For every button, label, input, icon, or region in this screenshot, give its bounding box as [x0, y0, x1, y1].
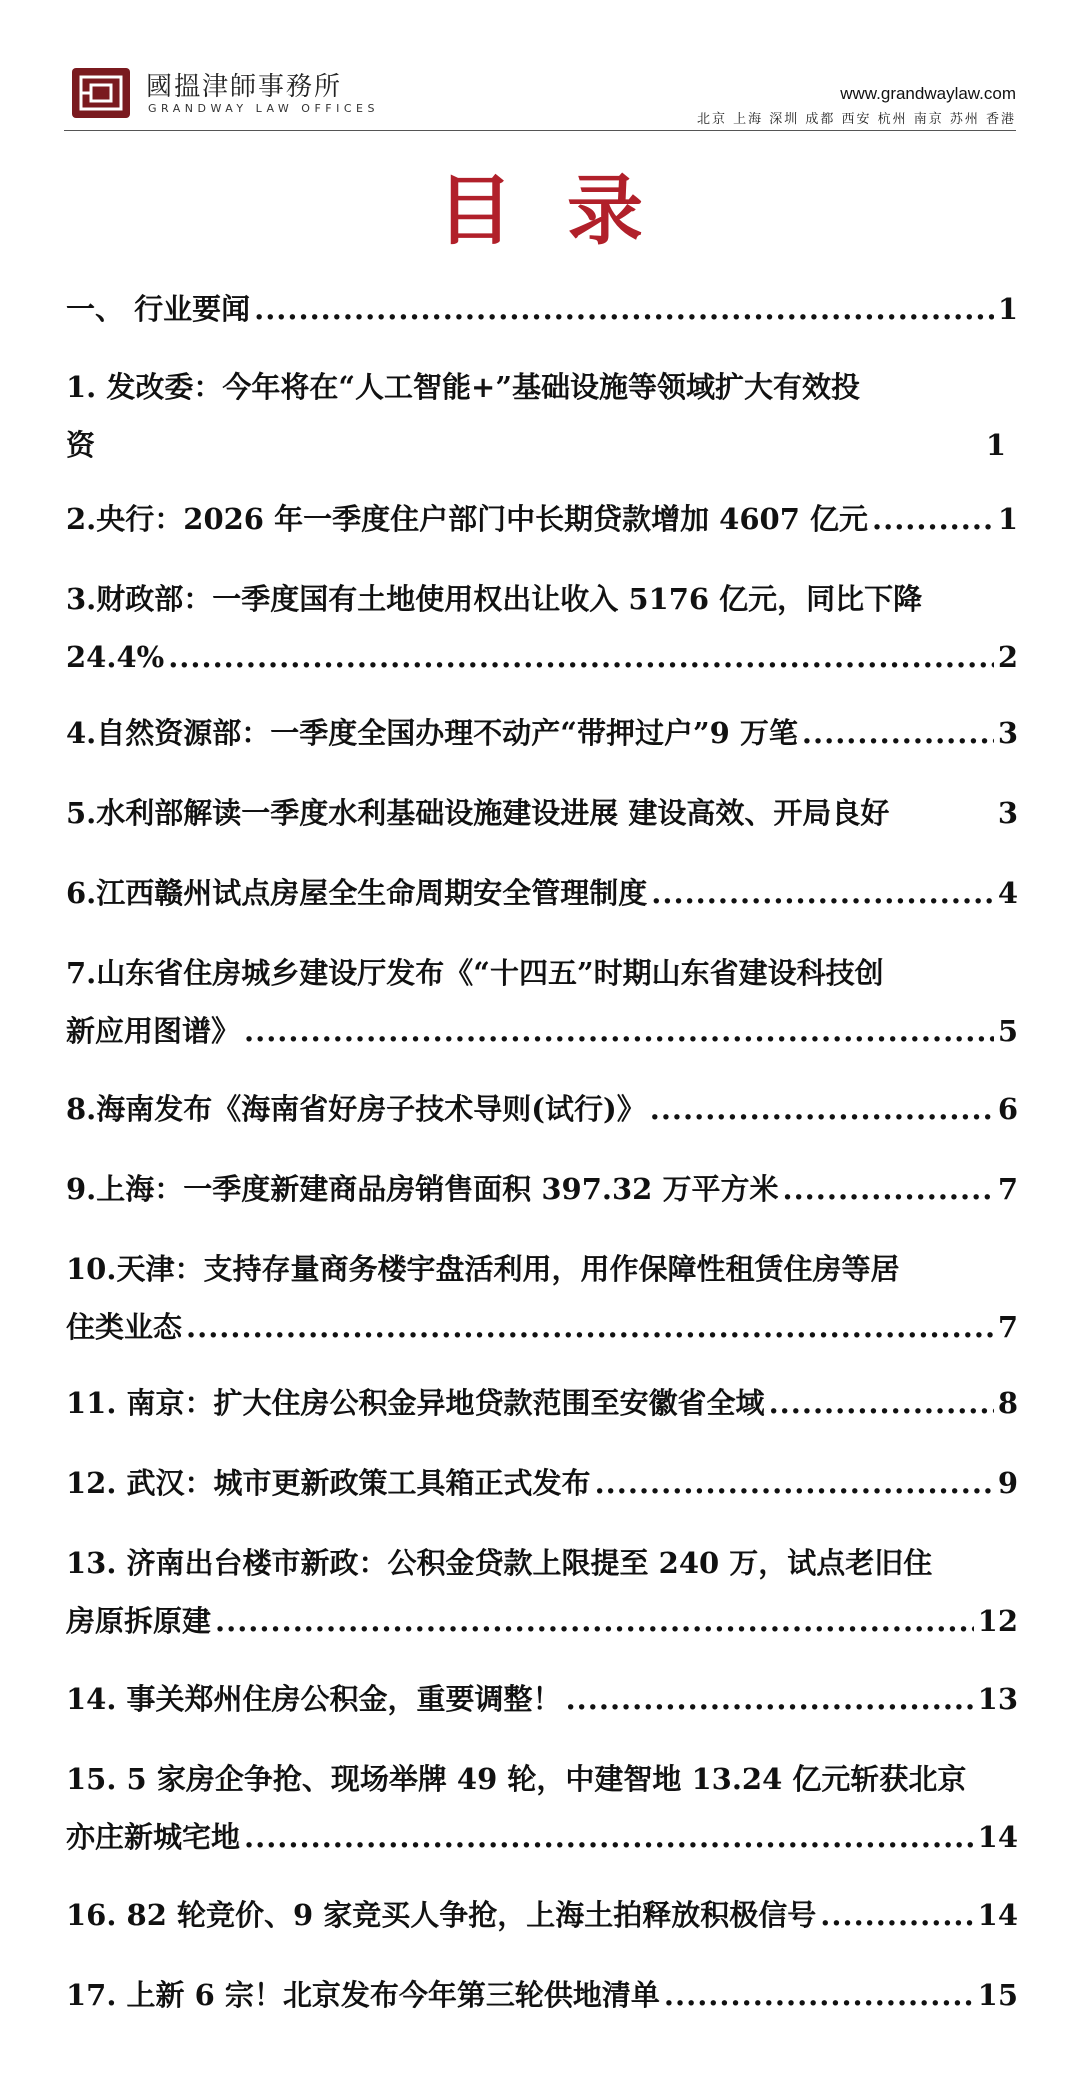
- toc-entry-text: 新应用图谱》: [66, 1014, 241, 1048]
- dot-leader: [872, 490, 994, 548]
- firm-name-en: GRANDWAY LAW OFFICES: [148, 102, 379, 115]
- toc-entry-text: 一、 行业要闻: [66, 292, 251, 326]
- toc-entry-text: 17. 上新 6 宗！北京发布今年第三轮供地清单: [66, 1978, 660, 2012]
- toc-entry[interactable]: [66, 1240, 1018, 1356]
- toc-page-number: 5: [997, 1014, 1018, 1048]
- toc-entry[interactable]: [66, 1160, 1018, 1218]
- toc-entry[interactable]: [66, 1886, 1018, 1944]
- dot-leader: [769, 1374, 994, 1432]
- toc-entry-text: 6.江西赣州试点房屋全生命周期安全管理制度: [66, 876, 648, 910]
- toc-entry[interactable]: [66, 1534, 1018, 1650]
- toc-entry-text: 资: [66, 428, 96, 462]
- toc-entry-text: 住类业态: [66, 1310, 183, 1344]
- toc-entry-text: 2.央行：2026 年一季度住户部门中长期贷款增加 4607 亿元: [66, 502, 868, 536]
- toc-entry[interactable]: [66, 570, 1018, 686]
- toc-page-number: 1: [985, 428, 1006, 462]
- toc-page-number: 1: [997, 292, 1018, 326]
- toc-entry[interactable]: [66, 1454, 1018, 1512]
- toc-page-number: 7: [997, 1310, 1018, 1344]
- toc-page-number: 14: [977, 1820, 1018, 1854]
- toc-entry[interactable]: [66, 1670, 1018, 1728]
- toc-entry[interactable]: [66, 358, 1018, 474]
- dot-leader: [186, 1298, 994, 1356]
- dot-leader: [650, 1080, 994, 1138]
- toc-entry-text: 7.山东省住房城乡建设厅发布《“十四五”时期山东省建设科技创: [66, 956, 884, 990]
- toc-entry[interactable]: [66, 1080, 1018, 1138]
- toc-entry[interactable]: [66, 704, 1018, 762]
- toc-entry-text: 14. 事关郑州住房公积金，重要调整！: [66, 1682, 562, 1716]
- toc-entry-text: 24.4%: [66, 640, 165, 674]
- toc-entry-text: 13. 济南出台楼市新政：公积金贷款上限提至 240 万，试点老旧住: [66, 1546, 933, 1580]
- toc-entry-text: 12. 武汉：城市更新政策工具箱正式发布: [66, 1466, 591, 1500]
- toc-entry-text: 房原拆原建: [66, 1604, 212, 1638]
- dot-leader: [254, 280, 994, 338]
- toc-entry[interactable]: [66, 784, 1018, 842]
- toc-entry-text: 16. 82 轮竞价、9 家竞买人争抢，上海土拍释放积极信号: [66, 1898, 817, 1932]
- toc-page-number: 1: [997, 502, 1018, 536]
- dot-leader: [651, 864, 994, 922]
- firm-name-cn: 國搵津師事務所: [146, 72, 343, 102]
- header-divider: [64, 130, 1016, 131]
- toc-entry-text: 3.财政部：一季度国有土地使用权出让收入 5176 亿元，同比下降: [66, 582, 923, 616]
- toc-page-number: 15: [977, 1978, 1018, 2012]
- toc-page-number: 12: [977, 1604, 1018, 1638]
- toc-page-number: 9: [997, 1466, 1018, 1500]
- toc-page-number: 6: [997, 1092, 1018, 1126]
- toc-entry[interactable]: [66, 490, 1018, 548]
- toc-entry-text: 亦庄新城宅地: [66, 1820, 241, 1854]
- dot-leader: [802, 704, 994, 762]
- toc-entry[interactable]: [66, 864, 1018, 922]
- toc-entry-text: 4.自然资源部：一季度全国办理不动产“带押过户”9 万笔: [66, 716, 798, 750]
- toc-page-number: 8: [997, 1386, 1018, 1420]
- toc-entry-text: 10.天津：支持存量商务楼宇盘活利用，用作保障性租赁住房等居: [66, 1252, 900, 1286]
- toc-entry[interactable]: [66, 280, 1018, 338]
- dot-leader: [244, 1002, 994, 1060]
- dot-leader: [595, 1454, 994, 1512]
- toc-entry[interactable]: [66, 1374, 1018, 1432]
- toc-page-number: 13: [977, 1682, 1018, 1716]
- toc-page-number: 3: [997, 716, 1018, 750]
- toc-page-number: 4: [997, 876, 1018, 910]
- dot-leader: [820, 1886, 973, 1944]
- toc-entry-text: 8.海南发布《海南省好房子技术导则(试行)》: [66, 1092, 646, 1126]
- website-link[interactable]: www.grandwaylaw.com: [840, 84, 1016, 103]
- dot-leader: [215, 1592, 974, 1650]
- toc-entry-text: 15. 5 家房企争抢、现场举牌 49 轮，中建智地 13.24 亿元斩获北京: [66, 1762, 967, 1796]
- dot-leader: [244, 1808, 974, 1866]
- toc-page-number: 14: [977, 1898, 1018, 1932]
- toc-entry[interactable]: [66, 944, 1018, 1060]
- toc-entry[interactable]: [66, 1966, 1018, 2024]
- dot-leader: [168, 628, 994, 686]
- toc-entry-text: 11. 南京：扩大住房公积金异地贷款范围至安徽省全域: [66, 1386, 765, 1420]
- toc-page-number: 7: [997, 1172, 1018, 1206]
- page-title: 目录: [437, 166, 697, 255]
- dot-leader: [782, 1160, 993, 1218]
- office-cities: 北京 上海 深圳 成都 西安 杭州 南京 苏州 香港: [696, 112, 1016, 127]
- dot-leader: [664, 1966, 974, 2024]
- toc-page-number: 3: [997, 796, 1018, 830]
- toc-entry[interactable]: [66, 1750, 1018, 1866]
- firm-logo-icon: [72, 68, 130, 118]
- toc-entry-text: 9.上海：一季度新建商品房销售面积 397.32 万平方米: [66, 1172, 779, 1206]
- page-header: [64, 62, 1016, 132]
- toc-entry-text: 5.水利部解读一季度水利基础设施建设进展 建设高效、开局良好: [66, 796, 890, 830]
- dot-leader: [566, 1670, 974, 1728]
- toc-entry-text: 1. 发改委：今年将在“人工智能+”基础设施等领域扩大有效投: [66, 370, 861, 404]
- toc-page-number: 2: [997, 640, 1018, 674]
